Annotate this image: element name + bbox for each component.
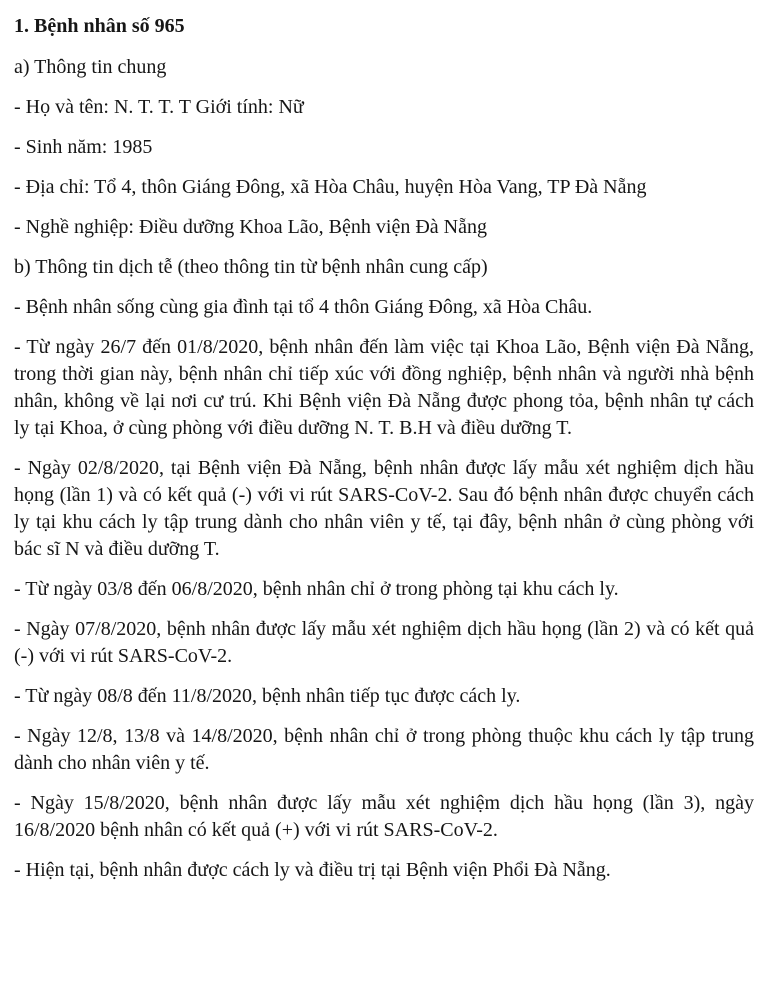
paragraph-address: - Địa chỉ: Tổ 4, thôn Giáng Đông, xã Hòa Châu, huyện Hòa Vang, TP Đà Nẵng xyxy=(14,176,647,198)
paragraph-timeline-02-8: - Ngày 02/8/2020, tại Bệnh viện Đà Nẵng, bệnh nhân được lấy mẫu xét nghiệm dịch hầu họng (lần 1) và có kết quả (-) với vi rút SARS-CoV-2. Sau đó bệnh nhân được chuyển cách ly tại khu cách ly tập trung dành cho nhân viên y tế, tại đây, bệnh nhân ở cùng phòng với bác sĩ N và điều dưỡng T. xyxy=(14,457,754,560)
paragraph-current-status: - Hiện tại, bệnh nhân được cách ly và điều trị tại Bệnh viện Phổi Đà Nẵng. xyxy=(14,859,611,881)
paragraph-birth-year: - Sinh năm: 1985 xyxy=(14,136,153,158)
paragraph-timeline-26-7: - Từ ngày 26/7 đến 01/8/2020, bệnh nhân đến làm việc tại Khoa Lão, Bệnh viện Đà Nẵng, trong thời gian này, bệnh nhân chỉ tiếp xúc với đồng nghiệp, bệnh nhân và người nhà bệnh nhân, không về lại nơi cư trú. Khi Bệnh viện Đà Nẵng được phong tỏa, bệnh nhân tự cách ly tại Khoa, ở cùng phòng với điều dưỡng N. T. B.H và điều dưỡng T. xyxy=(14,336,754,439)
paragraph-section-b-heading: b) Thông tin dịch tễ (theo thông tin từ bệnh nhân cung cấp) xyxy=(14,256,488,278)
paragraph-timeline-03-8: - Từ ngày 03/8 đến 06/8/2020, bệnh nhân chỉ ở trong phòng tại khu cách ly. xyxy=(14,578,619,600)
paragraph-timeline-15-8: - Ngày 15/8/2020, bệnh nhân được lấy mẫu xét nghiệm dịch hầu họng (lần 3), ngày 16/8/2020 bệnh nhân có kết quả (+) với vi rút SARS-CoV-2. xyxy=(14,792,754,841)
paragraph-timeline-08-8: - Từ ngày 08/8 đến 11/8/2020, bệnh nhân tiếp tục được cách ly. xyxy=(14,685,521,707)
document-title: 1. Bệnh nhân số 965 xyxy=(14,15,185,37)
paragraph-section-a-heading: a) Thông tin chung xyxy=(14,56,167,78)
paragraph-name-gender: - Họ và tên: N. T. T. T Giới tính: Nữ xyxy=(14,96,304,118)
paragraph-timeline-07-8: - Ngày 07/8/2020, bệnh nhân được lấy mẫu xét nghiệm dịch hầu họng (lần 2) và có kết quả (-) với vi rút SARS-CoV-2. xyxy=(14,618,754,667)
paragraph-occupation: - Nghề nghiệp: Điều dưỡng Khoa Lão, Bệnh viện Đà Nẵng xyxy=(14,216,487,238)
paragraph-timeline-12-8: - Ngày 12/8, 13/8 và 14/8/2020, bệnh nhân chỉ ở trong phòng thuộc khu cách ly tập trung dành cho nhân viên y tế. xyxy=(14,725,754,774)
paragraph-residence: - Bệnh nhân sống cùng gia đình tại tổ 4 thôn Giáng Đông, xã Hòa Châu. xyxy=(14,296,593,318)
